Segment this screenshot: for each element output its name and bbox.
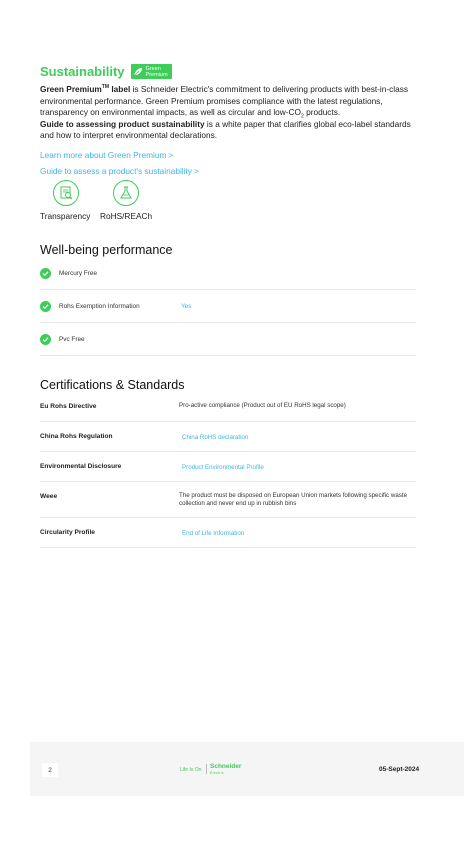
rohs-reach-label: RoHS/REACh (100, 211, 153, 221)
wellbeing-row (40, 290, 416, 323)
certification-label: Weee (40, 493, 58, 500)
certification-row (40, 395, 416, 422)
brand-sub: Electric (210, 771, 224, 775)
certification-row (40, 422, 416, 452)
wellbeing-row (40, 323, 416, 356)
certification-row (40, 452, 416, 482)
end-of-life-link[interactable]: End of Life Information (182, 530, 245, 537)
brand-name: Schneider (210, 763, 242, 770)
wellbeing-value: Yes (181, 302, 192, 310)
certification-row (40, 518, 416, 548)
life-is-on-tagline: Life Is On (180, 767, 202, 773)
green-premium-badge (131, 64, 172, 79)
badge-line-2: Premium (145, 71, 168, 78)
guide-paragraph (40, 119, 425, 142)
check-icon (40, 301, 51, 312)
document-date: 05-Sept-2024 (379, 766, 420, 773)
green-premium-label-suffix: label (109, 84, 131, 94)
green-premium-label: Green Premium (40, 84, 102, 94)
footer-divider (206, 764, 207, 774)
certification-label: China Rohs Regulation (40, 433, 113, 440)
guide-text: is a white paper that clarifies global eco-label standards and how to interpret environmental declarations. (40, 118, 411, 141)
chevron-right-icon: > (168, 150, 174, 160)
transparency-icon (53, 180, 79, 206)
environmental-profile-link[interactable]: Product Environmental Profile (182, 464, 264, 471)
certification-label: Environmental Disclosure (40, 463, 122, 470)
check-icon (40, 334, 51, 345)
wellbeing-row (40, 257, 416, 290)
schneider-electric-logo (210, 764, 241, 776)
guide-label: Guide to assessing product sustainability (40, 118, 205, 129)
transparency-label: Transparency (40, 211, 91, 221)
wellbeing-label: Mercury Free (59, 269, 97, 277)
certification-row (40, 482, 416, 518)
chevron-right-icon: > (193, 166, 199, 176)
green-premium-text-end: products. (303, 107, 341, 118)
wellbeing-title: Well-being performance (40, 243, 173, 257)
green-premium-paragraph (40, 84, 425, 119)
guide-link-label: Guide to assess a product's sustainability (40, 166, 192, 176)
learn-more-label: Learn more about Green Premium (40, 150, 167, 160)
rohs-reach-icon (113, 180, 139, 206)
co2-subscript: 2 (301, 113, 304, 120)
china-rohs-declaration-link[interactable]: China RoHS declaration (182, 434, 249, 441)
certification-label: Eu Rohs Directive (40, 403, 97, 410)
certifications-title: Certifications & Standards (40, 378, 185, 392)
green-premium-text: is Schneider Electric's commitment to delivering products with best-in-class environmental performance. Green Premium promises compliance with the latest regulations, transparency on environmental impacts, as well as circular and low-CO (40, 84, 409, 118)
page-number: 2 (42, 763, 58, 777)
badge-line-1: Green (145, 65, 161, 72)
certification-value: The product must be disposed on European Union markets following specific waste collection and never end up in rubbish bins (179, 492, 408, 508)
wellbeing-label: Rohs Exemption Information (59, 302, 140, 310)
leaf-icon (133, 67, 143, 77)
learn-more-green-premium-link[interactable] (40, 150, 173, 160)
certification-value: Pro-active compliance (Product out of EU RoHS legal scope) (179, 402, 346, 409)
page-footer (30, 742, 464, 796)
trademark-mark: TM (101, 84, 110, 91)
sustainability-title: Sustainability (40, 64, 125, 79)
sustainability-description (40, 84, 425, 142)
certification-label: Circularity Profile (40, 529, 95, 536)
check-icon (40, 268, 51, 279)
sustainability-header (40, 64, 172, 79)
sustainability-guide-link[interactable] (40, 166, 199, 176)
wellbeing-label: Pvc Free (59, 335, 85, 343)
